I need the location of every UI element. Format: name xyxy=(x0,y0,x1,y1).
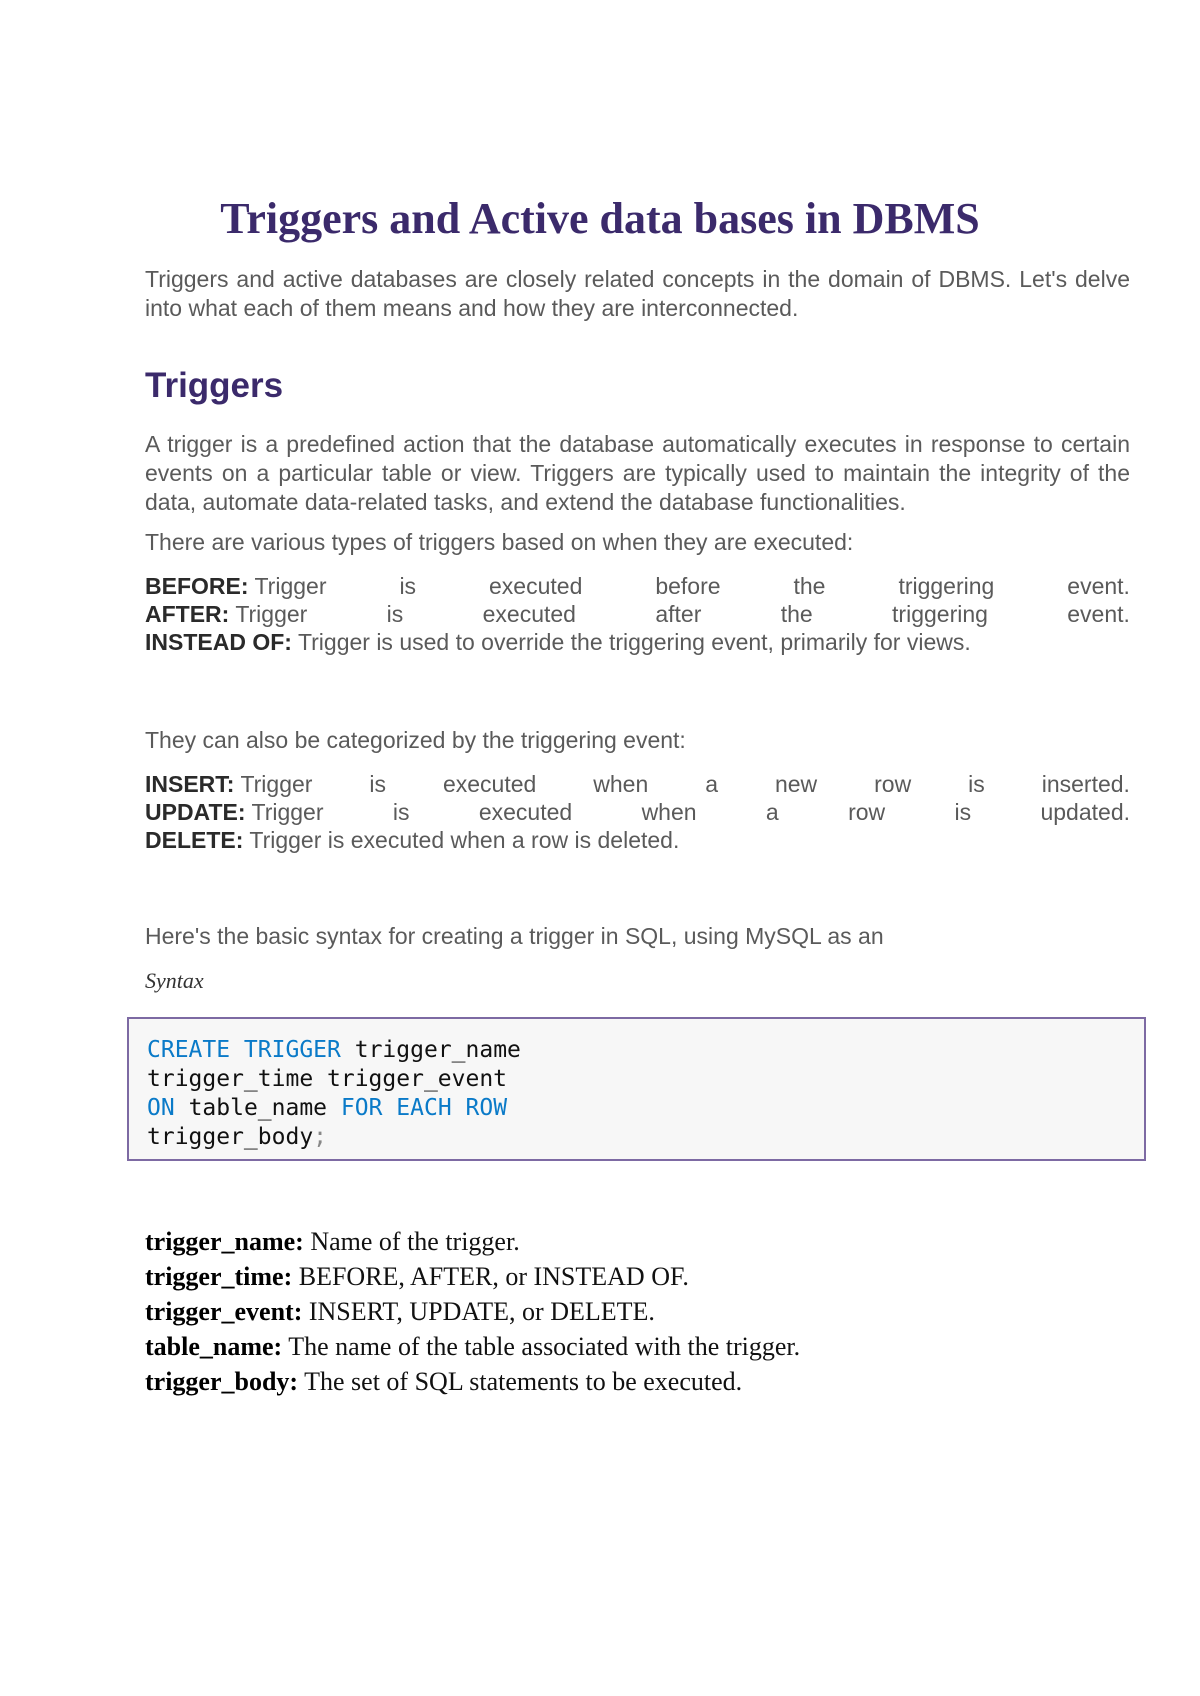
list-item-word: executed xyxy=(482,601,576,627)
definition-term: table_name: xyxy=(145,1332,283,1361)
list-item-word: the xyxy=(793,573,826,599)
code-identifier: table_name xyxy=(188,1095,328,1121)
list-item-word: is xyxy=(968,771,985,797)
code-keyword: ON xyxy=(147,1095,175,1121)
definition-trigger-body xyxy=(145,1365,742,1399)
definition-table-name xyxy=(145,1330,800,1364)
list-item-word: executed xyxy=(489,573,583,599)
list-item-word: Trigger xyxy=(251,799,324,825)
definition-desc: The set of SQL statements to be executed. xyxy=(304,1367,743,1396)
definition-term: trigger_time: xyxy=(145,1262,293,1291)
list-item-word: a xyxy=(705,771,719,797)
list-item-word: Trigger xyxy=(240,771,313,797)
section-heading-triggers: Triggers xyxy=(145,366,284,405)
list-item-update xyxy=(145,798,1130,826)
code-punctuation: ; xyxy=(313,1124,328,1150)
code-line-3 xyxy=(147,1094,507,1123)
list-item-word: a xyxy=(765,799,779,825)
definition-term: trigger_name: xyxy=(145,1227,304,1256)
list-item-word: before xyxy=(655,573,721,599)
intro-paragraph: Triggers and active databases are closely related concepts in the domain of DBMS. Let's delve into what each of them means and how they are interconnected. xyxy=(145,266,1130,321)
trigger-types-intro: There are various types of triggers based on when they are executed: xyxy=(145,529,854,555)
list-item-insert xyxy=(145,770,1130,798)
definition-desc: INSERT, UPDATE, or DELETE. xyxy=(308,1297,655,1326)
list-item-word: event. xyxy=(1067,601,1130,627)
definition-desc: The name of the table associated with the trigger. xyxy=(288,1332,801,1361)
code-keyword: FOR EACH ROW xyxy=(340,1095,508,1121)
list-item-word: is xyxy=(399,573,417,599)
list-item-word: when xyxy=(641,799,697,825)
code-identifier: trigger_name xyxy=(354,1037,521,1063)
list-item-delete xyxy=(145,826,1130,854)
list-item-text: Trigger is executed when a row is deleted. xyxy=(249,827,680,853)
list-item-word: triggering xyxy=(892,601,988,627)
list-item-word: executed xyxy=(478,799,573,825)
list-item-word: inserted. xyxy=(1041,771,1130,797)
list-item-word: the xyxy=(780,601,813,627)
code-block xyxy=(127,1017,1146,1161)
list-item-label: DELETE: xyxy=(145,827,244,853)
definition-term: trigger_body: xyxy=(145,1367,299,1396)
code-line-2 xyxy=(147,1065,507,1094)
list-item-word: Trigger xyxy=(254,573,327,599)
list-item-label: INSERT: xyxy=(145,771,235,797)
list-item-word: executed xyxy=(442,771,537,797)
list-item-label: INSTEAD OF: xyxy=(145,629,292,655)
list-item-word: is xyxy=(954,799,972,825)
trigger-events-intro: They can also be categorized by the triggering event: xyxy=(145,727,686,753)
list-item-label: UPDATE: xyxy=(145,799,246,825)
definition-trigger-name xyxy=(145,1225,520,1259)
list-item-instead-of xyxy=(145,628,1130,656)
list-item-label: BEFORE: xyxy=(145,573,249,599)
list-item-word: when xyxy=(593,771,649,797)
list-item-text: Trigger is used to override the triggering event, primarily for views. xyxy=(297,629,971,655)
code-identifier: trigger_time trigger_event xyxy=(147,1066,508,1092)
code-identifier: trigger_body xyxy=(147,1124,314,1150)
code-keyword: CREATE TRIGGER xyxy=(147,1037,341,1063)
code-line-1 xyxy=(147,1036,521,1065)
list-item-word: event. xyxy=(1067,573,1130,599)
syntax-label: Syntax xyxy=(145,968,204,993)
list-item-word: is xyxy=(369,771,387,797)
definition-desc: BEFORE, AFTER, or INSTEAD OF. xyxy=(298,1262,689,1291)
list-item-word: row xyxy=(848,799,886,825)
code-line-4 xyxy=(147,1123,327,1152)
list-item-before xyxy=(145,572,1130,600)
syntax-intro: Here's the basic syntax for creating a trigger in SQL, using MySQL as an xyxy=(145,923,884,949)
list-item-word: triggering xyxy=(898,573,995,599)
definition-desc: Name of the trigger. xyxy=(310,1227,520,1256)
list-item-after xyxy=(145,600,1130,628)
list-item-word: new xyxy=(774,771,818,797)
list-item-label: AFTER: xyxy=(145,601,230,627)
definition-trigger-time xyxy=(145,1260,689,1294)
list-item-word: Trigger xyxy=(235,601,308,627)
trigger-definition-paragraph: A trigger is a predefined action that the database automatically executes in response to certain events on a particular table or view. Triggers are typically used to maintain the integrity of the data, automate data-related tasks, and extend the database functionalities. xyxy=(145,431,1130,515)
list-item-word: is xyxy=(392,799,410,825)
definition-term: trigger_event: xyxy=(145,1297,303,1326)
page-title: Triggers and Active data bases in DBMS xyxy=(220,194,980,243)
list-item-word: is xyxy=(386,601,404,627)
list-item-word: after xyxy=(655,601,702,627)
list-item-word: updated. xyxy=(1040,799,1130,825)
definition-trigger-event xyxy=(145,1295,655,1329)
list-item-word: row xyxy=(874,771,912,797)
